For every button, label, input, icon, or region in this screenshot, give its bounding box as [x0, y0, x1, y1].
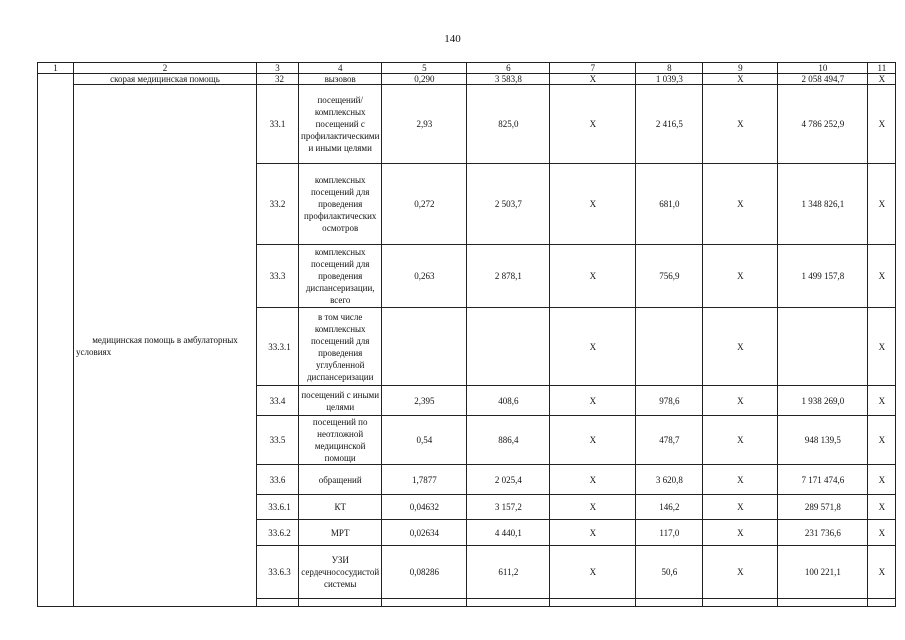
- value-cell: 1,7877: [382, 465, 467, 495]
- header-cell: 8: [636, 63, 703, 74]
- header-cell: 1: [38, 63, 74, 74]
- row-code: 32: [257, 74, 299, 85]
- value-cell: X: [550, 520, 636, 546]
- value-cell: 0,08286: [382, 546, 467, 599]
- value-cell: X: [868, 85, 896, 164]
- row-code: 33.4: [257, 386, 299, 416]
- blank-cell: [257, 599, 299, 607]
- value-cell: X: [550, 546, 636, 599]
- value-cell: X: [550, 495, 636, 520]
- value-cell: 825,0: [467, 85, 550, 164]
- value-cell: X: [868, 520, 896, 546]
- care-type-cell: медицинская помощь в амбулаторных условиях: [74, 85, 257, 607]
- value-cell: X: [703, 386, 778, 416]
- value-cell: 146,2: [636, 495, 703, 520]
- value-cell: X: [550, 85, 636, 164]
- header-cell: 6: [467, 63, 550, 74]
- value-cell: 886,4: [467, 416, 550, 465]
- header-cell: 2: [74, 63, 257, 74]
- value-cell: 978,6: [636, 386, 703, 416]
- value-cell: 0,04632: [382, 495, 467, 520]
- header-cell: 11: [868, 63, 896, 74]
- value-cell: 289 571,8: [778, 495, 868, 520]
- header-cell: 10: [778, 63, 868, 74]
- unit-cell: вызовов: [299, 74, 382, 85]
- value-cell: X: [550, 164, 636, 245]
- value-cell: 0,290: [382, 74, 467, 85]
- value-cell: X: [868, 495, 896, 520]
- value-cell: 2 503,7: [467, 164, 550, 245]
- tariff-table: [37, 62, 896, 607]
- header-cell: 7: [550, 63, 636, 74]
- value-cell: 756,9: [636, 245, 703, 308]
- value-cell: 117,0: [636, 520, 703, 546]
- blank-cell: [382, 599, 467, 607]
- unit-cell: обращений: [299, 465, 382, 495]
- row-code: 33.3.1: [257, 308, 299, 386]
- value-cell: 1 499 157,8: [778, 245, 868, 308]
- row-code: 33.3: [257, 245, 299, 308]
- row-code: 33.5: [257, 416, 299, 465]
- value-cell: 3 583,8: [467, 74, 550, 85]
- value-cell: 478,7: [636, 416, 703, 465]
- unit-cell: посещений/комплексных посещений с профилактическими и иными целями: [299, 85, 382, 164]
- value-cell: X: [703, 520, 778, 546]
- value-cell: X: [703, 164, 778, 245]
- row-code: 33.6.3: [257, 546, 299, 599]
- row-code: 33.6: [257, 465, 299, 495]
- value-cell: X: [868, 386, 896, 416]
- value-cell: X: [550, 245, 636, 308]
- value-cell: 4 786 252,9: [778, 85, 868, 164]
- value-cell: X: [703, 495, 778, 520]
- value-cell: 0,54: [382, 416, 467, 465]
- value-cell: 3 620,8: [636, 465, 703, 495]
- table-row: [38, 74, 896, 85]
- value-cell: X: [868, 245, 896, 308]
- value-cell: [778, 308, 868, 386]
- blank-cell: [299, 599, 382, 607]
- value-cell: X: [703, 308, 778, 386]
- value-cell: 2 025,4: [467, 465, 550, 495]
- unit-cell: в том числе комплексных посещений для проведения углубленной диспансеризации: [299, 308, 382, 386]
- value-cell: 100 221,1: [778, 546, 868, 599]
- value-cell: X: [550, 74, 636, 85]
- value-cell: X: [703, 465, 778, 495]
- value-cell: X: [703, 74, 778, 85]
- value-cell: X: [550, 308, 636, 386]
- value-cell: X: [703, 245, 778, 308]
- value-cell: 408,6: [467, 386, 550, 416]
- value-cell: 2 058 494,7: [778, 74, 868, 85]
- value-cell: 611,2: [467, 546, 550, 599]
- value-cell: 2 416,5: [636, 85, 703, 164]
- blank-cell: [636, 599, 703, 607]
- value-cell: 2 878,1: [467, 245, 550, 308]
- value-cell: [467, 308, 550, 386]
- unit-cell: посещений по неотложной медицинской помощи: [299, 416, 382, 465]
- header-row: [38, 63, 896, 74]
- row-code: 33.6.2: [257, 520, 299, 546]
- unit-cell: МРТ: [299, 520, 382, 546]
- value-cell: X: [703, 416, 778, 465]
- value-cell: 4 440,1: [467, 520, 550, 546]
- table-row: [38, 85, 896, 164]
- header-cell: 4: [299, 63, 382, 74]
- blank-cell: [467, 599, 550, 607]
- value-cell: X: [868, 465, 896, 495]
- value-cell: X: [703, 85, 778, 164]
- unit-cell: комплексных посещений для проведения профилактических осмотров: [299, 164, 382, 245]
- value-cell: 50,6: [636, 546, 703, 599]
- value-cell: X: [550, 465, 636, 495]
- value-cell: 1 938 269,0: [778, 386, 868, 416]
- header-cell: 9: [703, 63, 778, 74]
- col1-cell: [38, 74, 74, 607]
- header-cell: 5: [382, 63, 467, 74]
- value-cell: [382, 308, 467, 386]
- value-cell: 0,263: [382, 245, 467, 308]
- value-cell: 7 171 474,6: [778, 465, 868, 495]
- value-cell: X: [550, 416, 636, 465]
- unit-cell: посещений с иными целями: [299, 386, 382, 416]
- blank-cell: [550, 599, 636, 607]
- value-cell: 3 157,2: [467, 495, 550, 520]
- value-cell: [636, 308, 703, 386]
- value-cell: 1 039,3: [636, 74, 703, 85]
- value-cell: 1 348 826,1: [778, 164, 868, 245]
- value-cell: 948 139,5: [778, 416, 868, 465]
- unit-cell: комплексных посещений для проведения диспансеризации, всего: [299, 245, 382, 308]
- blank-cell: [703, 599, 778, 607]
- blank-cell: [868, 599, 896, 607]
- value-cell: 0,272: [382, 164, 467, 245]
- page-number: 140: [444, 33, 461, 45]
- value-cell: X: [703, 546, 778, 599]
- value-cell: X: [868, 164, 896, 245]
- unit-cell: УЗИ сердечнососудистой системы: [299, 546, 382, 599]
- header-cell: 3: [257, 63, 299, 74]
- blank-cell: [778, 599, 868, 607]
- unit-cell: КТ: [299, 495, 382, 520]
- care-type-cell: скорая медицинская помощь: [74, 74, 257, 85]
- row-code: 33.6.1: [257, 495, 299, 520]
- value-cell: 2,395: [382, 386, 467, 416]
- value-cell: 681,0: [636, 164, 703, 245]
- value-cell: 0,02634: [382, 520, 467, 546]
- value-cell: X: [868, 308, 896, 386]
- value-cell: 231 736,6: [778, 520, 868, 546]
- value-cell: X: [868, 546, 896, 599]
- value-cell: X: [868, 416, 896, 465]
- value-cell: X: [868, 74, 896, 85]
- row-code: 33.1: [257, 85, 299, 164]
- row-code: 33.2: [257, 164, 299, 245]
- value-cell: 2,93: [382, 85, 467, 164]
- value-cell: X: [550, 386, 636, 416]
